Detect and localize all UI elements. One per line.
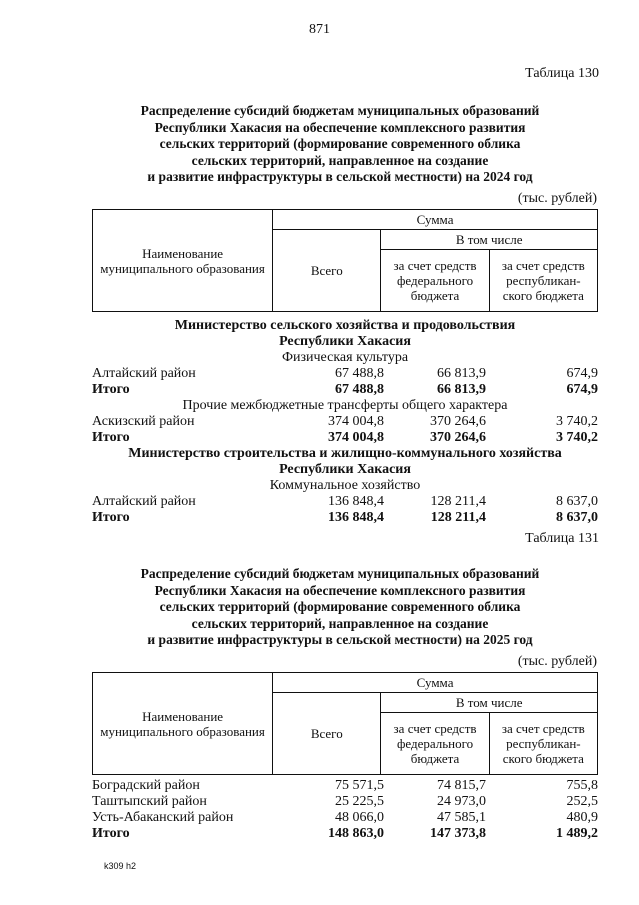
including-header: В том числе: [381, 230, 598, 250]
table-130-body: [92, 318, 598, 526]
page-number: 871: [309, 22, 330, 37]
table-row: Усть-Абаканский район 48 066,0 47 585,1 480,9: [92, 810, 598, 825]
total-row: Итого 374 004,8 370 264,6 3 740,2: [92, 430, 598, 445]
table-131-header: [92, 672, 598, 775]
table-row: Алтайский район 67 488,8 66 813,9 674,9: [92, 366, 598, 381]
table-130-header: [92, 209, 598, 312]
table-131-label: Таблица 131: [525, 531, 599, 546]
table-row: Таштыпский район 25 225,5 24 973,0 252,5: [92, 794, 598, 809]
table-131-title: Распределение субсидий бюджетам муниципальных образований Республики Хакасия на обеспечение комплексного развития сельских территорий (формирование современного облика сельских территорий, направленное на создание и развитие инфраструктуры в сельской местности) на 2025 год: [140, 566, 540, 647]
sum-header: Сумма: [273, 673, 598, 693]
table-row: Алтайский район 136 848,4 128 211,4 8 637,0: [92, 494, 598, 509]
footer-code: k309 h2: [104, 861, 137, 871]
sum-header: Сумма: [273, 210, 598, 230]
total-row: Итого 148 863,0 147 373,8 1 489,2: [92, 826, 598, 841]
name-column-header: Наименование муниципального образования: [93, 673, 273, 775]
table-row: Аскизский район 374 004,8 370 264,6 3 740,2: [92, 414, 598, 429]
federal-header: за счет средств федерального бюджета: [381, 250, 489, 312]
subsection-heading: Коммунальное хозяйство: [269, 478, 421, 493]
including-header: В том числе: [381, 693, 598, 713]
republic-header: за счет средств республикан-ского бюджета: [489, 250, 597, 312]
table-131-units: (тыс. рублей): [517, 654, 597, 669]
section-heading: Министерство строительства и жилищно-коммунального хозяйства: [128, 446, 562, 461]
table-130-units: (тыс. рублей): [517, 191, 597, 206]
table-130-title: Распределение субсидий бюджетам муниципальных образований Республики Хакасия на обеспечение комплексного развития сельских территорий (формирование современного облика сельских территорий, направленное на создание и развитие инфраструктуры в сельской местности) на 2024 год: [140, 103, 540, 184]
section-heading: Республики Хакасия: [279, 462, 411, 477]
total-row: Итого 136 848,4 128 211,4 8 637,0: [92, 510, 598, 525]
section-heading: Республики Хакасия: [279, 334, 411, 349]
table-130-label: Таблица 130: [525, 66, 599, 81]
republic-header: за счет средств республикан-ского бюджета: [489, 713, 597, 775]
total-row: Итого 67 488,8 66 813,9 674,9: [92, 382, 598, 397]
table-131-body: [92, 778, 598, 842]
name-column-header: Наименование муниципального образования: [93, 210, 273, 312]
table-row: Боградский район 75 571,5 74 815,7 755,8: [92, 778, 598, 793]
federal-header: за счет средств федерального бюджета: [381, 713, 489, 775]
subsection-heading: Прочие межбюджетные трансферты общего характера: [182, 398, 508, 413]
subsection-heading: Физическая культура: [281, 350, 409, 365]
section-heading: Министерство сельского хозяйства и продовольствия: [174, 318, 516, 333]
total-header: Всего: [273, 693, 381, 775]
total-header: Всего: [273, 230, 381, 312]
